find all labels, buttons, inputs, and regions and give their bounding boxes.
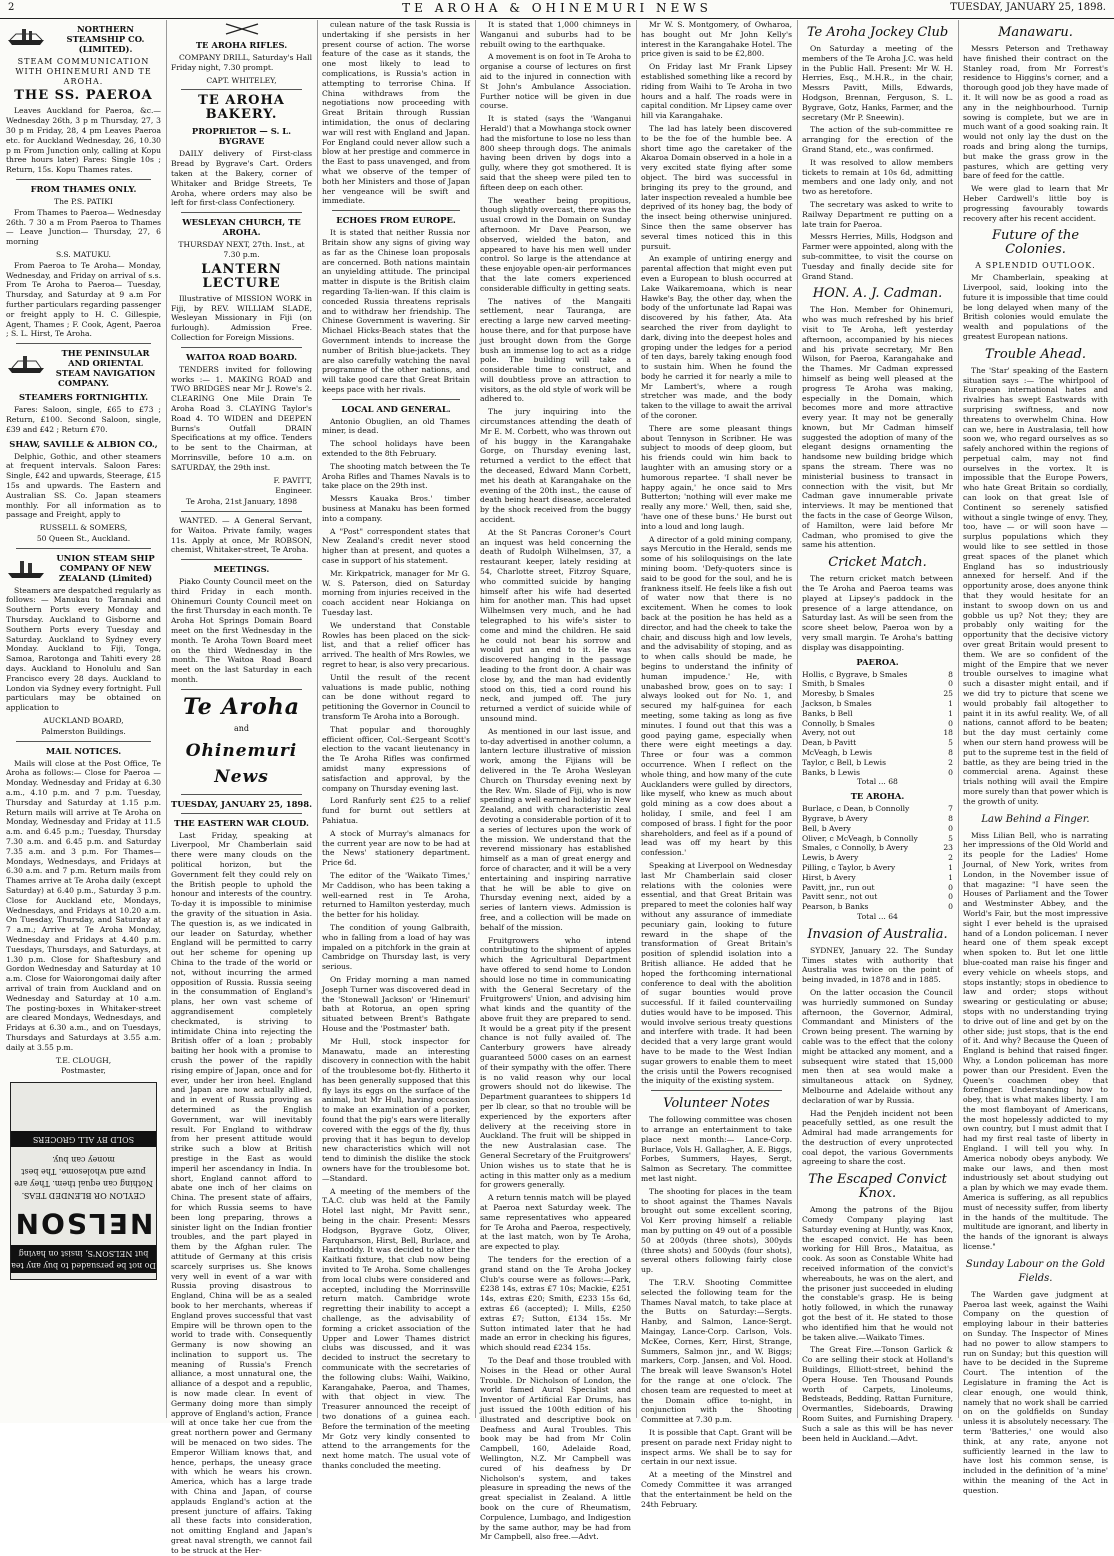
volunteer-item: The T.R.V. Shooting Committee selected the following team for the Thames Naval match, to take place at the Butts on Saturday:—Sergts. Hanby, and Salmon, Lance-Sergt. Maingay, Lance-Corp. Carlson, Vols. McKee, Cornes, Kerr, Hirst, Strange, Summers, Salmon jnr., and W. Biggs; markers, Corp. Jansen, and Vol. Hood. The break will leave Swanson's Hotel for the range at one o'clock. The chosen team are requested to meet at the Domain office to-night, in conjunction with the Shooting Committee at 7.30 p.m. xyxy=(641,1278,792,1425)
batsman-runs: 1 xyxy=(948,699,953,709)
echoes-heading: ECHOES FROM EUROPE. xyxy=(336,215,456,226)
cadman-heading: HON. A. J. Cadman. xyxy=(812,286,943,302)
future-colonies-subheading: A SPLENDID OUTLOOK. xyxy=(975,261,1096,271)
batsman-runs: 23 xyxy=(943,843,953,853)
score-row xyxy=(802,814,953,824)
local-item: The weather being propitious, though slightly overcast, there was the usual crowd in the Domain on Sunday afternoon. Mr Dave Pearson, we observed, wielded the baton, and appeared to have his men well under control. So large is the attendance at these enjoyable open-air performances that the late comers experienced considerable difficulty in getting seats. xyxy=(480,195,631,293)
score-row xyxy=(802,843,953,853)
score-row xyxy=(802,738,953,748)
batsman-name: Smith, b Smales xyxy=(802,679,865,689)
score-row xyxy=(802,902,953,912)
batsman-name: Pearson, b Banks xyxy=(802,902,869,912)
local-item: The school holidays have been extended to the 8th February. xyxy=(322,439,470,459)
divider xyxy=(16,343,151,344)
divider xyxy=(332,399,460,400)
local-item: The tenders for the erection of a grand stand on the Te Aroha Jockey Club's course were as follows:—Park, £238 14s, extras £7 10s; Mackie, £251 14s, extras £20; Smith, £233 15s 6d, extras £6 (accepted); I. Mills, £250 extras £7; Sutton, £134 15s. Mr Sutton intimated later that he had made an error in checking his figures, which should read £234 15s. xyxy=(480,1255,631,1353)
bakery-proprietor: PROPRIETOR — S. L. BYGRAVE xyxy=(191,126,292,147)
local-item: The natives of the Mangaiti settlement, near Tauranga, are erecting a large new carved meeting-house there, and for that purpose have just brought down from the Gorge bush an immense log to act as a ridge pole. The building will take a considerable time to construct, and will doubtless prove an attraction to visitors, as the old style of work will be adhered to. xyxy=(480,296,631,404)
mail-body: Mails will close at the Post Office, Te Aroha as follows:— Close for Paeroa — Monday. Wednesday and Friday at 6.30 a.m., 4.10 p.m. and 7 p.m. Tuesday, Thursday and Saturday at 1.15 p.m. Return mails will arrive at Te Aroha on Monday, Wednesday and Friday at 11.5 a.m. and 6.45 p.m.; Tuesday, Thursday 7.30 a.m. and 6.45 p.m. and Saturday 7.35 a.m. and 3 p.m. For Thames— Mondays, Wednesdays, and Fridays at 6.30 a.m. and 7 p.m. Return mails from Thames arrive at Te Aroha daily (except Saturday) at 6.40 p.m., Saturday 3 p.m. Close for Auckland etc, Mondays, Wednesdays, and Fridays at 10.20 a.m. On Tuesday, Thursday, and Saturday at 7 a.m.; Arrive at Te Aroha Monday, Wednesday and Fridays at 4.40 p.m. Tuesdays, Thursdays, and Saturdays, at 1.30 p.m. Close for Shaftesbury and Gordon Wednesday and Saturday at 10 a.m. Close for Waiorongomai daily after arrival of train from Auckland and on Wednesday and Saturday at 10 a.m. The posting-boxes in Whitaker-street are cleared Mondays, Wednesdays, and Fridays at 6.30 a.m., and on Tuesdays, Thursdays and Saturdays at 3.55 a.m. daily at 3.55 p.m. xyxy=(6,758,161,1052)
batsman-name: Pavitt senr., not out xyxy=(802,892,878,902)
batsman-runs: 0 xyxy=(948,892,953,902)
batsman-runs: 8 xyxy=(948,813,953,823)
trouble-ahead-body: The 'Star' speaking of the Eastern situation says :— The whirlpool of European international hates and rivalries has swept Eastwards with surprising swiftness, and now threatens to overwhelm China. How can we, here in Australasia, tell how soon we, who regard ourselves as so safely anchored within the regions of perpetual calm, may not find ourselves in the vortex. It is impossible that the Europe Powers, who hate Great Britain so cordially, can look on that great Isle of Continent so serenely satisfied without a single twinge of envy. They, too, have — or will soon have — surplus populations which they would like to see settled in those great spaces of the planet which England has so industriously annexed for herself. And if the opportunity arose, does anyone think that they would hesitate for an instant to swoop down on us and gobble us up? Not they; they are probably only waiting for the opportunity that the decisive victory over great Britain would present to them. We are so confident of the might of the Empire that we never trouble ourselves to imagine what such a disaster might entail, and if we did try to picture that scene we would probably fail altogether to paint it in its awful reality. We, of all nations, cannot afford to be beaten; but the day must certainly come when our stern hand prowess will be put to the supreme test in the field of battle, as they are being tried in the commercial arena. Against these trials nothing will avail the Empire more surely than that power which is the growth of unity. xyxy=(963,365,1108,806)
score-row xyxy=(802,863,953,873)
advertorial: The Great Fire.—Tonson Garlick & Co are selling their stock at Holland's Buildings, Elliott-street, behind the Opera House. Ten Thousand Pounds worth of Carpets, Linoleums, Bedsteads, Bedding, Rattan Furniture, Overmantles, Sideboards, Drawing Room Suites, and Furnishing Drapery. Such a sale as this will be has never been held in Auckland.—Advt. xyxy=(802,1345,953,1443)
future-colonies-heading: Future of the Colonies. xyxy=(991,228,1080,258)
peninsular-title: THE PENINSULAR AND ORIENTAL STEAM NAVIGATION COMPANY. xyxy=(55,348,156,389)
score-row xyxy=(802,892,953,902)
local-item: There are some pleasant things about Tennyson in Scribner. He was subject to moods of deep gloom, but his friends could win him back to laughter with an amusing story or a humorous repartee. 'I shall never be happy again,' he once said to Mrs Butterton; 'nothing will ever make me really any more.' Well, then, said she, 'have one of these buns.' He burst out into a loud and long laugh. xyxy=(641,423,792,531)
invasion-heading: Invasion of Australia. xyxy=(807,926,948,942)
tearoha-scorecard xyxy=(802,804,953,912)
escaped-convict-body: Among the patrons of the Bijou Comedy Company playing last Saturday evening at Huntly, was Knox, the escaped convict. He has been working for Hill Bros., Mataitua, as cook. As soon as Constable White had received information of the convict's whereabouts, he was on the alert, and the prisoner just succeeded in eluding the constable's grasp. He is being hotly followed, in which the runaway got the best of it. He stated to those who identified him that he would not be taken alive.—Waikato Times. xyxy=(802,1205,953,1342)
batsman-runs: 8 xyxy=(948,748,953,757)
volunteer-item: The shooting for places in the team to shoot against the Thames Navals brought out some excellent scoring, Vol Kerr proving himself a reliable man by putting on 49 out of a possible 50 at 200yds (three shots), 300yds (three shots) and 500yds (four shots), several others following fairly close up. xyxy=(641,1186,792,1275)
local-item: The condition of young Galbraith, who in falling from a load of hay was impaled on a pitchfork in the grain at Cambridge on Thursday last, is very serious. xyxy=(322,922,470,972)
column-6 xyxy=(797,20,957,1443)
paeroa-team-heading: PAEROA. xyxy=(856,656,899,667)
batsman-runs: 1 xyxy=(948,872,953,882)
batsman-name: Jackson, b Smales xyxy=(802,699,872,709)
batsman-name: McVeagh, b Lewis xyxy=(802,748,873,757)
divider xyxy=(332,210,460,211)
patiki-heading: The P.S. PATIKI xyxy=(54,196,113,206)
nss-title: NORTHERN STEAMSHIP CO. (LIMITED). xyxy=(66,24,145,54)
masthead xyxy=(0,0,1114,19)
manawaru-item: We were glad to learn that Mr Heber Cardwell's little boy is progressing favourably towards recovery after his recent accident. xyxy=(963,184,1108,223)
divider xyxy=(181,347,302,348)
shaw-heading: SHAW, SAVILLE & ALBION CO., xyxy=(9,438,158,449)
batsman-name: Oliver, c McVeagh, b Connolly xyxy=(802,833,918,843)
batsman-name: Banks, b Bell xyxy=(802,708,853,718)
column-2 xyxy=(166,20,316,1555)
masthead-title: TE AROHA & OHINEMURI NEWS xyxy=(402,1,712,15)
paeroa-scorecard xyxy=(802,670,953,778)
batsman-runs: 0 xyxy=(948,882,953,892)
local-item: The jury inquiring into the circumstances attending the death of Mr E. M. Corbett, who was thrown out of his buggy in the Karangahake Gorge, on Thursday evening last, returned a verdict to the effect that the deceased, Edward Mann Corbett, met his death at Karangahake on the evening of the 20th inst., the cause of death being heart disease, accelerated by the shock received from the buggy accident. xyxy=(480,407,631,525)
local-item: A director of a gold mining company, says Mercutio in the Herald, sends me some of his soliloquisings on the late mining boom. 'Defy-quoters since is said to be good for the soul, and he is frankness itself. He feels like a fish out of water now that there is no excitement. When he comes to look back at the position he has held as a director, and had the cheek to take the chair, and discuss high and low levels, and the advisability of stoping, and as to when calls should be made, he begins to understand the infinity of human impudence.' He, with unabashed brow, goes on to say: I always looked out for No. 1, and secured my half-guinea for each meeting, some taking as long as five minutes. I found out that this was a good paying game, especially when there were eight meetings a day. Three or four was a common occurrence. When I reflect on the whole thing, and how many of the cute Aucklanders were gulled by directors, like myself, who knew as much about gold mining as a cow does about a holiday, I smile, and feel I am composed of brass. I fight for the poor shareholders, and feel as if a pound of lead was off my heart by this confession.' xyxy=(641,534,792,858)
clough-name: T.E. CLOUGH, xyxy=(55,1055,112,1065)
ss-paeroa-body: Leaves Auckland for Paeroa, &c.— Wednesday 26th, 3 p m Thursday, 27, 3 30 p m Friday, 28, 4 pm Leaves Paeroa etc. for Auckland Wednesday, 26, 10.30 p m From Junction only, calling at Kopu three hours later) Fares: Single 10s ; Return, 15s. Kopu Thames rates. xyxy=(6,106,161,175)
score-row xyxy=(802,679,953,689)
bakery-body: DAILY delivery of First-class Bread by Bygrave's Cart. Orders taken at the Bakery, corner of Whitaker and Bridge Streets, Te Aroha, where orders may also be left for first-class Confectionery. xyxy=(171,149,312,208)
pavitt-name: F. PAVITT, xyxy=(273,475,312,485)
score-row xyxy=(802,670,953,680)
local-item: Speaking at Liverpool on Wednesday last Mr Chamberlain said closer relations with the colonies were essential, and that Great Britain was prepared to meet the colonies half way without any assurance of immediate pecuniary gain, looking to future reward in the shape of the transformation of Great Britain's position of splendid isolation into a British alliance. He added that he hoped the forthcoming international conference to deal with the abolition of sugar bounties would prove successful. If it failed countervailing duties would have to be imposed. This would involve serious treaty questions and interfere with trade. It had been decided that a very large grant would have to be made to the West Indian sugar growers to enable them to meet the crisis until the Powers recognised the iniquity of the existing system. xyxy=(641,860,792,1086)
pavitt-place: Te Aroha, 21st January, 1898 xyxy=(185,497,298,507)
wesleyan-date: THURSDAY NEXT, 27th. Inst., at 7.30 p.m. xyxy=(178,240,305,259)
mail-heading: MAIL NOTICES. xyxy=(45,745,122,756)
batsman-name: Smales, c Connolly, b Avery xyxy=(802,843,909,853)
batsman-runs: 0 xyxy=(948,718,953,728)
divider xyxy=(181,794,302,795)
local-item: A stock of Murray's almanacs for the current year are now to be had at the News' stationery department. Price 6d. xyxy=(322,828,470,868)
local-item: The lad has lately been discovered to be the foe of the humble bee. A short time ago the caretaker of the Akaroa Domain observed in a hole in a very excited state flying after some object. The bird was successful in bringing its prey to the ground, and later inspection revealed a humble bee deprived of its honey bag, the body of the insect being otherwise uninjured. Since then the same observer has several times noticed this in this pursuit. xyxy=(641,123,792,251)
batsman-name: Dean, b Pavitt xyxy=(802,738,857,748)
local-item: Messrs Kauaka Bros.' timber business at Manaku has been formed into a company. xyxy=(322,494,470,523)
matuku-body: From Paeroa to Te Aroha— Monday, Wednesday, and Friday on arrival of s.s. From Te Aroha to Paeroa— Tuesday, Thursday, and Saturday at 9 a.m For further particulars regarding passenger or freight apply to H. C. Gillespie, Agent, Thames ; F. Cook, Agent, Paeroa ; S. L. Hirst, Te Aroha. xyxy=(6,260,161,339)
board-name: AUCKLAND BOARD, xyxy=(43,716,124,726)
batsman-name: Bell, b Avery xyxy=(802,823,851,833)
bakery-heading: TE AROHA BAKERY. xyxy=(198,93,285,123)
local-item: A movement is on foot in Te Aroha to organise a course of lectures on first aid to the injured in connection with St John's Ambulance Association. Further notice will be given in due course. xyxy=(480,52,631,111)
batsman-runs: 5 xyxy=(948,738,953,748)
local-item: Mr W. S. Montgomery, of Owharoa, has bought out Mr John Kelly's interest in the Karangahake Hotel. The price given is said to be £2,800. xyxy=(641,20,792,59)
waitoa-heading: WAITOA ROAD BOARD. xyxy=(185,351,298,362)
local-item: That popular and thoroughly efficient officer, Col.-Sergeant Scott's election to the vacant lieutenancy in the Te Aroha Rifles was confirmed amidst many expressions of satisfaction and approval, by the company on Thursday evening last. xyxy=(322,724,470,793)
local-item: We understand that Constable Rowles has been placed on the sick-list, and that a relief officer has arrived. The health of Mrs Rowles, we regret to hear, is also very precarious. xyxy=(322,620,470,670)
russell-address: 50 Queen St., Auckland. xyxy=(36,533,131,543)
issue-date: TUESDAY, JANUARY 25, 1898. xyxy=(171,798,313,809)
divider xyxy=(181,559,302,560)
local-item: Antonio Obuglien, an old Thames miner, is dead. xyxy=(322,416,470,436)
jockey-club-item: Messrs Herries, Mills, Hodgson and Farmer were appointed, along with the sub-committee, to visit the course on Tuesday and finally decide site for Grand Stand. xyxy=(802,232,953,281)
score-row xyxy=(802,834,953,844)
score-row xyxy=(802,883,953,893)
local-item: Fruitgrowers who intend contributing to the shipment of apples which the Agricultural Department have offered to send home to London should lose no time in communicating with the General Secretary of the Fruitgrowers' Union, and advising him what kinds and the quantity of the above fruit they are prepared to send. It would be a great pity if the present chance is not fully availed of. The Canterbury growers have already guaranteed 5000 cases on an earnest of their sympathy with the offer. There is no valid reason why our local growers should not do likewise. The Department guarantees to shippers 1d per lb clear, so that no trouble will be experienced by the exporters after delivery at the receiving store in Auckland. The fruit will be shipped in the new Australasian case. The General Secretary of the Fruitgrowers' Union wishes us to state that he is acting in this matter only as a medium for growers generally. xyxy=(480,935,631,1190)
score-row xyxy=(802,699,953,709)
column-1 xyxy=(2,20,165,1418)
batsman-runs: 25 xyxy=(943,689,953,699)
volunteer-item: It is possible that Capt. Grant will be present on parade next Friday night to inspect arms. We shall be to say for certain in our next issue. xyxy=(641,1427,792,1467)
shaw-body: Delphic, Gothic, and other steamers at frequent intervals. Saloon Fares: Single, £42 and upwards, Steerage, £15 15s and upwards. The Eastern and Australian SS. Co. Japan steamers monthly. For all information as to passage and Freight, apply to xyxy=(6,451,161,520)
invasion-item: Had the Penjdeh incident not been peacefully settled, as one result the Admiral had made arrangements for the destruction of every unprotected coal depot, the various Governments agreeing to share the cost. xyxy=(802,1108,953,1167)
batsman-runs: 5 xyxy=(948,833,953,843)
escaped-convict-heading: The Escaped Convict Knox. xyxy=(808,1172,947,1202)
batsman-runs: 0 xyxy=(948,767,953,777)
thames-heading: FROM THAMES ONLY. xyxy=(30,183,137,194)
advertorial: To the Deaf and those troubled with Noises in the Head or other Aural Trouble. Dr Nicholson of London, the world famed Aural Specialist and Inventor of Artificial Ear Drums, has just issued the 100th edition of his illustrated and descriptive book on Deafness and Aural Troubles. This book may be had from Mr Colin Campbell, 160, Adelaide Road, Wellington, N.Z. Mr Campbell was cured of his deafness by Dr Nicholson's system, and takes pleasure in spreading the news of the great specialist in Zealand. A little book on the cure of Rheumatism, Corpulence, Lumbago, and Indigestion by the same author, may be had from Mr Campbell, also free.—Advt. xyxy=(480,1355,631,1542)
rifles-heading: TE AROHA RIFLES. xyxy=(195,40,288,50)
cadman-body: The Hon. Member for Ohinemuri, who was much refreshed by his brief visit to Te Aroha, left yesterday afternoon, accompanied by his nieces and his private secretary, Mr Ben Wilson, for Paeroa, Karangahake and the Thames. Mr Cadman expressed himself as being well pleased at the progress Te Aroha was making, especially in the Domain, which becomes more and more attractive every year. It may not be generally known, but Mr Cadman himself suggested the adoption of many of the elegant designs ornamenting the handsome new building bridge which spans the stream. There was no ministerial business to transact in connection with the visit, but Mr Cadman gave innumerable private interviews. It may be mentioned that the facts in the case of George Wilson, of Hamilton, were laid before Mr Cadman, who promised to give the same his attention. xyxy=(802,305,953,550)
score-row xyxy=(802,709,953,719)
pavitt-role: Engineer. xyxy=(275,486,312,496)
score-row xyxy=(802,728,953,738)
leader-heading: THE EASTERN WAR CLOUD. xyxy=(174,817,309,828)
batsman-name: Pilling, c Taylor, b Avery xyxy=(802,862,896,872)
batsman-name: Burlace, c Dean, b Connolly xyxy=(802,804,910,814)
score-row xyxy=(802,748,953,758)
column-7 xyxy=(958,20,1112,1495)
local-item: A "Post" correspondent states that New Zealand's credit never stood higher than at present, and quotes a case in support of his statement. xyxy=(322,526,470,566)
paper-title-and: and xyxy=(233,723,250,733)
board-address: Palmerston Buildings. xyxy=(41,726,126,736)
local-item: Mr Hull, stock inspector for Manawatu, made an interesting discovery in connection with the habit of the troublesome bot-fly. Hitherto it has been generally supposed that this fly lays its eggs on the surface of the animal, but Mr Hull, having occasion to make an examination of a porker, found that the pig's ears were literally covered with the eggs of the fly, thus proving that it has begun to develop new characteristics which will not tend to diminish the dislike the stock owners have for the troublesome bot.—Standard. xyxy=(322,1036,470,1183)
score-row xyxy=(802,824,953,834)
divider xyxy=(181,212,302,213)
batsman-runs: 7 xyxy=(948,804,953,814)
ss-paeroa-heading: THE SS. PAEROA xyxy=(14,88,153,104)
jockey-club-item: The action of the sub-committee re arranging for the erection of the Grand Stand, etc., was confirmed. xyxy=(802,125,953,154)
divider xyxy=(16,741,151,742)
tearoha-team-heading: TE AROHA. xyxy=(850,791,905,802)
local-item: The editor of the 'Waikato Times,' Mr Caddison, who has been taking a well-earned rest in Te Aroha, returned to Hamilton yesterday, much the better for his holiday. xyxy=(322,870,470,920)
sunday-labour-heading: Sunday Labour on the Gold Fields. xyxy=(965,1258,1106,1284)
union-body: Steamers are despatched regularly as follows: — Manukau to Taranaki and Southern Ports every Monday and Thursday. Auckland to Gisborne and Southern Ports every Tuesday and Saturday. Auckland to Sydney every Monday. Auckland to Fiji, Tonga, Samoa, Rarotonga and Tahiti every 28 days. Auckland to Honolulu and San Francisco every 28 days. Auckland to London via Sydney every fortnight. Full particulars may be obtained on application to xyxy=(6,585,161,713)
batsman-runs: 0 xyxy=(948,902,953,912)
score-row xyxy=(802,873,953,883)
cricket-body: The return cricket match between the Te Aroha and Paeroa teams was played at Lipsey's paddock in the presence of a large attendance, on Saturday last. As will be seen from the score sheet below, Paeroa won by a very small margin. Te Aroha's batting display was disappointing. xyxy=(802,574,953,652)
column-5 xyxy=(636,20,796,1509)
divider xyxy=(651,1090,782,1091)
batsman-name: Taylor, c Bell, b Lewis xyxy=(802,757,886,767)
nelson-ad-top: Do not be persuaded to buy any tea but NELSON'S, insist on having xyxy=(11,1245,156,1273)
trouble-ahead-heading: Trouble Ahead. xyxy=(984,346,1087,362)
paeroa-total: Total ... 68 xyxy=(857,777,898,787)
divider xyxy=(181,813,302,814)
score-row xyxy=(802,758,953,768)
batsman-runs: 8 xyxy=(948,669,953,679)
jockey-club-heading: Te Aroha Jockey Club xyxy=(806,25,949,40)
leader-body: Last Friday, speaking at Liverpool, Mr Chamberlain said there were many clouds on the political horizon, but the Government felt they could rely on the British people to uphold the honour and interests of the country. To-day it is impossible to minimise the gravity of the situation in Asia. The question is, as we indicated in our leader on Saturday, whether England will be permitted to carry out her scheme for opening up China to the trade of the world or not, without incurring the armed opposition of Russia. Russia seeing in the consummation of England's plans, her own vast scheme of aggrandisement completely checkmated, is striving to intimidate China into rejecting the British offer of a loan ; probably baiting her hook with a promise to crush the power of the rapidly rising empire of Japan, once and for ever, under her iron heel. England and Japan are now actually allied, and in event of Russia proving as determined as the English Government, war will inevitably result. For England to withdraw from her present attitude would strike such a blow at British prestige in the East as would imperil her ascendancy in India. In short, England cannot afford to abate one inch of her claims on China. The present state of affairs, for which Russia seems to have been long preparing, throws a sinister light on the Indian frontier troubles, and the part played in them by the Afghan ruler. The attitude of Germany at this crisis scarcely surprises us. She knows very well in event of a war with Russia proving disastrous to England, China will be as a sealed book to her merchants, whereas if England proves successful that vast Empire will be thrown open to the world to trade with. Consequently Germany is now showing an inclination to support us. The meaning of Russia's French alliance, a most unnatural one, the alliance of a despot and a republic, is now made clear. In event of Germany doing more than simply approve of England's action, France will at once take her cue from the great northern power and Germany will be menaced on two sides. The Emperor William knows that, and hence, perhaps, the uneasy grace with which he wears his crown. America, which has a large trade with China and Japan, of course applauds England's action at the present juncture of affairs. Taking all these facts into consideration, not omitting England and Japan's great naval strength, we cannot fail to be struck at the Her- xyxy=(171,830,312,1555)
divider xyxy=(181,511,302,512)
steamship-icon xyxy=(6,555,46,581)
rifles-signature: CAPT. WHITELEY, xyxy=(206,75,277,85)
echoes-body: It is stated that neither Russia nor Britain show any signs of giving way as far as the Chinese loan proposals are concerned. Both nations maintain an unyielding attitude. The principal matter in dispute is the British claim regarding Ta-lien-wan. If this claim is conceded Russia threatens reprisals and to withdraw her friendship. The Chinese Government is wavering. Sir Michael Hicks-Beach states that the Government intends to increase the number of British blue-jackets. They are also carefully watching the naval programme of the other nations, and will take good care that Great Britain keeps pace with her rivals. xyxy=(322,228,470,394)
sunday-labour-body: The Warden gave judgment at Paeroa last week, against the Waihi Company on the question of employing labour in their batteries on Sunday. The Inspector of Mines had no power to allow stampers to run on Sunday; but this question will have to be decided in the Supreme Court. The intention of the Legislature in framing the Act is clear enough, one would think, namely that no work shall be carried on on the goldfields on Sunday unless it is absolutely necessary. The term 'Batteries,' one would also think, at any rate, anyone not sufficiently learned in the law to have lost his common sense, is included in the definition of 'a mine' within the meaning of the Act in question. xyxy=(963,1289,1108,1495)
score-row xyxy=(802,768,953,778)
page-number: 2 xyxy=(8,2,15,13)
nelson-ad-bottom: SOLD BY ALL GROCERS xyxy=(11,1131,156,1147)
column-3 xyxy=(317,20,474,1470)
nss-subtitle: STEAM COMMUNICATION WITH OHINEMURI AND TE AROHA. xyxy=(15,57,152,86)
batsman-name: Banks, b Lewis xyxy=(802,767,860,777)
nelson-tea-advertisement xyxy=(10,1082,157,1280)
law-finger-body: Miss Lilian Bell, who is narrating her impressions of the Old World and its people for the Ladies' Home Journal, of New York, writes from London, in the November issue of that magazine: "I have seen the Houses of Parliament and the Tower and Westminster Abbey, and the World's Fair, but the most impressive sight I ever beheld is the upraised hand of a London policeman. I never heard one of them speak except when spoken to. But let one little blue-coated man raise his finger and every vehicle on wheels stops, and stops instantly; stops in obedience to law and order; stops without swearing or gesticulating or abuse; stops with no understanding trying to drive out of line and get by on the other side; just stops, that is the end of it. And why? Because the Queen of England is behind that raised finger. Why, a London policeman has more power than our President. Even the Queen's coachmen obey that forefinger. Understanding how to obey, that is what makes liberty. I am the most flamboyant of Americans, the most hopelessly addicted to my own country, but I must admit that I had my first real taste of liberty in England. I will tell you why. In America nobody obeys anybody. We make our laws, and then most industriously set about studying out a plan by which we may evade them. America is suffering, as all republics must of necessity suffer, from liberty in the hands of the multitude. The multitude are ignorant, and liberty in the hands of the ignorant is always license." xyxy=(963,830,1108,1252)
divider xyxy=(16,548,151,549)
future-colonies-body: Mr Chamberlain, speaking at Liverpool, said, looking into the future it is impossible that time could be long delayed when many of the British colonies would emulate the wealth and populations of the greatest European nations. xyxy=(963,273,1108,341)
batsman-runs: 0 xyxy=(948,679,953,689)
batsman-name: Hollis, c Bygrave, b Smales xyxy=(802,669,908,679)
matuku-heading: S.S. MATUKU. xyxy=(56,249,111,259)
local-item: At the St Pancras Coroner's Court an inquest was held concerning the death of Rudolph Wilhelmsen, 37, a restaurant keeper, lately residing at 54, Charlotte street, Fitzroy Square, who committed suicide by hanging himself after his wife had deserted him for another man. This had upset Wilhelmsen very much, and he had telegraphed to his wife's sister to come and mind the children. He said he could not bear his sorrow and would put an end to it. He was discovered hanging in the passage leading to the front door. A chair was close by, and the man had evidently stood on this, tied a cord round his neck, and jumped off. The jury returned a verdict of suicide while of unsound mind. xyxy=(480,527,631,723)
batsman-name: Avery, not out xyxy=(802,728,856,738)
local-item: A return tennis match will be played at Paeroa next Saturday week. The same representatives who appeared for Te Aroha and Paeroa, respectively, at the last match, won by Te Aroha, are expected to play. xyxy=(480,1193,631,1252)
local-item: Until the result of the recent valuations is made public, nothing can be done without regard to petitioning the Governor in Council to transform Te Aroha into a Borough. xyxy=(322,672,470,721)
wesleyan-heading: WESLEYAN CHURCH, TE AROHA. xyxy=(182,217,301,238)
lantern-lecture-body: Illustrative of MISSION WORK in Fiji, by REV. WILLIAM SLADE, Wesleyan Missionary in Fiji (on furlough). Admission Free. Collection for Foreign Missions. xyxy=(171,293,312,342)
local-item: Mr. Kirkpatrick, manager for Mr G. W. S. Paterson, died on Saturday morning from injuries received in the coach accident near Hokianga on Tuesday last. xyxy=(322,568,470,618)
score-row xyxy=(802,804,953,814)
patiki-body: From Thames to Paeroa— Wednesday 26th. 7 30 a m From Paeroa to Thames— Leave Junction— Thursday, 27, 6 morning xyxy=(6,207,161,247)
nelson-ad-inverted xyxy=(11,1083,156,1279)
manawaru-item: Messrs Peterson and Trethaway have finished their contract on the Stanley road, from Mr Forrest's residence to Higgins's corner, and a thorough good job they have made of it. It will now be as good a road as any in the neighbourhood. Turnip sowing is complete, but we are in much want of a good soaking rain. It would not only lay the dust on the roads and bring along the turnips, but make the grass grow in the pastures, which are getting very bare of feed for the cattle. xyxy=(963,44,1108,181)
batsman-name: Moresby, b Smales xyxy=(802,689,875,699)
nelson-ad-name: NELSON xyxy=(13,1207,154,1241)
batsman-runs: 2 xyxy=(948,853,953,863)
jockey-club-item: The secretary was asked to write to Railway Department re putting on a late train for Paeroa. xyxy=(802,199,953,229)
waitoa-body: TENDERS invited for following works :— 1. MAKING ROAD and TWO BRIDGES near Mr J. Rowe's 2. CLEARING One Mile Drain Te Aroha Road 3. CLAYING Taylor's Road 4. TO WIDEN and DEEPEN Burns's Outfall DRAIN Specifications at my office. Tenders to be sent to the Chairman, at Morrinsville, before 10 a.m. on SATURDAY, the 29th inst. xyxy=(171,364,312,472)
jockey-club-item: On Saturday a meeting of the members of the Te Aroha J.C. was held in the Public Hall. Present: Mr W. H. Herries, Esq., M.H.R., in the chair, Messrs Pavitt, Mills, Edwards, Hodgson, Brennan, Ferguson, S. L. Bygrave, Gotz, Hanks, Farmer, and the secretary (Mr P. Sneewin). xyxy=(802,44,953,122)
union-title: UNION STEAM SHIP COMPANY OF NEW ZEALAND (Limited) xyxy=(56,552,155,583)
jockey-club-item: It was resolved to allow members tickets to remain at 10s 6d, admitting members and one lady only, and not two as heretofore. xyxy=(802,157,953,197)
local-item: It is stated (says the 'Wanganui Herald') that a Mowhanga stock owner had the misfortune to lose no less than 800 sheep through dogs. The animals having been driven by dogs into a gully, where they got smothered. It is said that the sheep were piled ten to fifteen deep on each other. xyxy=(480,114,631,192)
leader-continued: culean nature of the task Russia is undertaking if she persists in her present course of action. The worse feature of the case as it stands, the one most likely to lead to complications, is Russia's action in attempting to terrorise China. If China withdraws from the negotiations now proceeding with Great Britain through Russian intimidation, the onus of declaring war will rest with England and Japan. For England could never allow such a blow at her prestige and commerce in the East to pass unavenged, and from what we observe of the temper of both her Ministers and those of Japan her vengeance will be swift and immediate. xyxy=(322,20,470,206)
batsman-name: Pavitt, jnr., run out xyxy=(802,882,875,892)
wanted-ad: WANTED. — A General Servant, for Waitoa. Private family, wages 11s. Apply at once, Mr ROBSON, chemist, Whitaker-street, Te Aroha. xyxy=(171,515,312,555)
batsman-name: Bygrave, b Avery xyxy=(802,813,868,823)
volunteer-item: The following committee was chosen to arrange an entertainment to take place next month:— Lance-Corp. Burlace, Vols H. Gallagher, A. E. Biggs, Forbes, Summers, Hayes, Sergt, Salmon as Secretary. The committee met last night. xyxy=(641,1115,792,1184)
divider xyxy=(181,89,302,90)
divider xyxy=(16,179,151,180)
batsman-runs: 0 xyxy=(948,823,953,833)
local-item: As mentioned in our last issue, and to-day advertised in another column, a lantern lecture illustrative of mission work, among the Fijians will be delivered in the Te Aroha Wesleyan Church on Thursday evening next by the Rev. Wm. Slade of Fiji, who is now spending a well earned holiday in New Zealand, and with characteristic zeal devoting a considerable portion of it to a series of lectures upon the work of the mission. We understand that the reverend missionary has established himself as a man of great energy and force of character, and it will be a very entertaining and inspiring narrative that he will be able to give on Thursday evening next, aided by a series of lantern views. Admission is free, and a collection will be made on behalf of the mission. xyxy=(480,726,631,932)
meetings-heading: MEETINGS. xyxy=(213,564,270,575)
paper-title-line2: Ohinemuri News xyxy=(185,740,298,787)
batsman-name: Hirst, b Avery xyxy=(802,872,856,882)
local-item: Lord Ranfurly sent £25 to a relief fund for burnt out settlers at Pahiatua. xyxy=(322,796,470,825)
batsman-runs: 18 xyxy=(943,728,953,738)
clough-role: Postmaster, xyxy=(61,1066,106,1076)
batsman-runs: 1 xyxy=(948,862,953,872)
manawaru-heading: Manawaru. xyxy=(998,25,1073,40)
masthead-date: TUESDAY, JANUARY 25, 1898. xyxy=(950,2,1106,13)
batsman-runs: 2 xyxy=(948,757,953,767)
batsman-name: Lewis, b Avery xyxy=(802,853,859,863)
tearoha-total: Total ... 64 xyxy=(857,911,898,921)
local-item: On Friday morning a man named Joseph Turner was discovered dead in the 'Stonewall Jackson' or 'Hinemuri' bath at Rotorua, an open spring situated between Brent's Bathgate House and the 'Postmaster' bath. xyxy=(322,974,470,1033)
fortnightly-heading: STEAMERS FORTNIGHTLY. xyxy=(18,392,149,403)
score-row xyxy=(802,719,953,729)
local-item: It is stated that 1,000 chimneys in Wanganui and suburbs had to be rebuilt owing to the earthquake. xyxy=(480,20,631,49)
fares-text: Fares: Saloon, single, £65 to £73 ; Return, £100. Second Saloon, single, £39 and £42 ; Return £70. xyxy=(6,405,161,434)
crossed-rifles-icon xyxy=(222,22,262,36)
divider xyxy=(181,689,302,690)
column-4 xyxy=(475,20,635,1542)
batsman-name: Connolly, b Smales xyxy=(802,718,875,728)
volunteer-notes-heading: Volunteer Notes xyxy=(663,1096,770,1112)
paper-title-line1: Te Aroha xyxy=(182,693,301,720)
local-general-heading: LOCAL AND GENERAL. xyxy=(341,403,451,414)
score-row xyxy=(802,689,953,699)
invasion-item: On the latter occasion the Council was hurriedly summoned on Sunday afternoon, the Governor, Admiral, Commandant and Ministers of the Crown being present. The warning by cable was to the effect that the colony might be attacked any moment, and a subsequent wire stated that 15,000 men then at sea would make a simultaneous attack on Sydney, Melbourne and Adelaide without any declaration of war by Russia. xyxy=(802,987,953,1105)
local-item: A meeting of the members of the T.A.C. club was held at the Family Hotel last night, Mr Pavitt senr., being in the chair. Present: Messrs Hodgson, Bygrave Gotz, Oliver, Farquharson, Hirst, Bell, Burlace, and Hartnoddy. It was decided to alter the Kaitkati fixture, that club now being invited to Te Aroha. Some challenges from local clubs were considered and accepted, including the Morrinsville return match. Cambridge wrote regretting their inability to accept a challenge, as the advisability of forming a cricket association of the Upper and Lower Thames district clubs was discussed, and it was decided to instruct the secretary to communicate with the secretaries of the following clubs: Waihi, Waikino, Karangahake, Paeroa, and Thames, with that object in view. The Treasurer announced the receipt of two donations of a guinea each. Before the termination of the meeting Mr Gotz very kindly consented to attend to the arrangements for the next home match. The usual vote of thanks concluded the meeting. xyxy=(322,1186,470,1470)
steamship-icon xyxy=(6,22,46,48)
nelson-ad-mid: CEYLON OR BLENDED TEAS. Nothing can equal them. They are pure and wholesome. The best money can buy. xyxy=(14,1155,153,1201)
steamship-icon xyxy=(6,350,46,376)
local-item: An example of untiring energy and parental affection that might even put even a European to blush occurred at Lake Waikaremoana, which is near Hawke's Bay, the other day, when the body of the unfortunate lad Rapai was discovered by his father, Ata. Ata searched the river from daylight to dark, diving into the deepest holes and groping under the ledges for a period of ten days, barely taking enough food to sustain him. When he found the body he carried it for nearly a mile to Mr Lambert's, where a rough stretcher was made, and the body taken to the village to await the arrival of the coroner. xyxy=(641,254,792,421)
rifles-body: COMPANY DRILL, Saturday's Hall Friday night, 7.30 prompt. xyxy=(171,53,312,72)
batsman-runs: 1 xyxy=(948,708,953,718)
score-row xyxy=(802,853,953,863)
local-item: On Friday last Mr Frank Lipsey established something like a record by riding from Waihi to Te Aroha in two hours and a half. The roads were in capital condition. Mr Lipsey came over hill via Karangahake. xyxy=(641,62,792,121)
russell-name: RUSSELL & SOMERS, xyxy=(39,523,128,533)
cricket-heading: Cricket Match. xyxy=(828,555,927,571)
meetings-body: Piako County Council meet on the third Friday in each month. Ohinemuri County Council meet on the first Thursday in each month. Te Aroha Hot Springs Domain Board meet on the first Wednesday in the month. Te Aroha Town Board meet on the third Wednesday in the month. The Waitoa Road Board meet on the last Saturday in each month. xyxy=(171,577,312,685)
volunteer-item: At a meeting of the Minstrel and Comedy Committee it was arranged that the entertainment be held on the 24th February. xyxy=(641,1470,792,1509)
lantern-lecture-heading: LANTERN LECTURE xyxy=(201,261,282,291)
local-item: The shooting match between the Te Aroha Rifles and Thames Navals is to take place on the 29th inst. xyxy=(322,461,470,491)
law-finger-heading: Law Behind a Finger. xyxy=(981,813,1090,825)
invasion-item: SYDNEY, January 22. The Sunday Times states with authority that Australia was twice on the point of being invaded, in 1878 and in 1885. xyxy=(802,945,953,985)
